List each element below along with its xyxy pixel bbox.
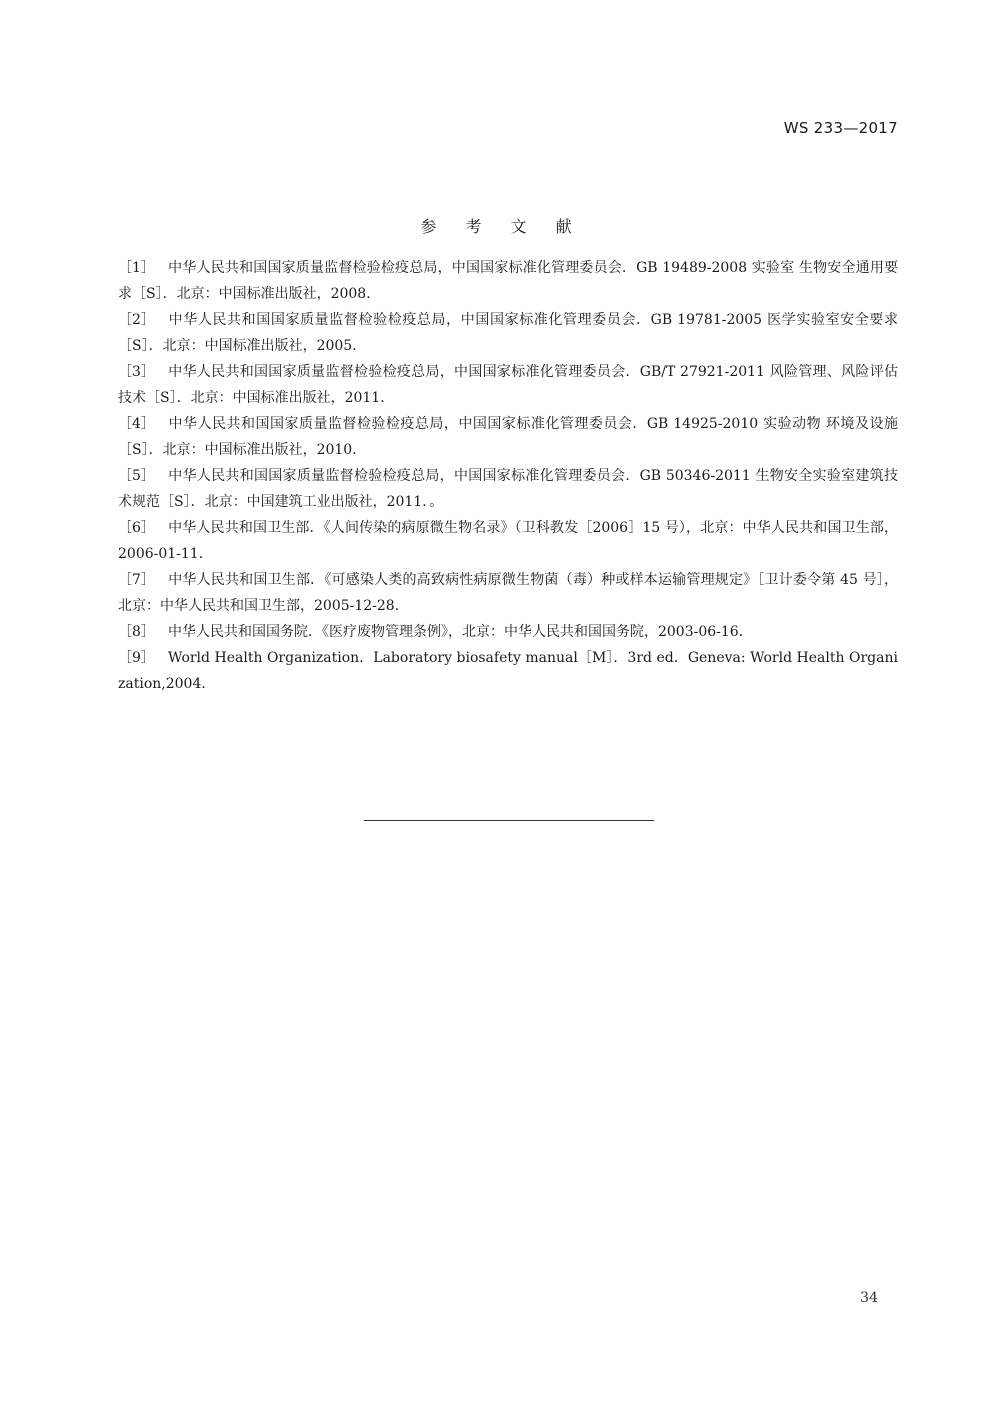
reference-number: ［9］ xyxy=(118,650,155,666)
reference-list xyxy=(118,255,898,697)
reference-number: ［5］ xyxy=(118,468,155,484)
reference-number: ［3］ xyxy=(118,364,155,380)
reference-number: ［6］ xyxy=(118,520,155,536)
reference-text: 中华人民共和国国家质量监督检验检疫总局，中国国家标准化管理委员会．GB 50346-2011 生物安全实验室建筑技术规范［S］．北京：中国建筑工业出版社，2011．。 xyxy=(118,468,898,510)
reference-text: 中华人民共和国国家质量监督检验检疫总局，中国国家标准化管理委员会．GB/T 27921-2011 风险管理、风险评估技术［S］．北京：中国标准出版社，2011． xyxy=(118,364,898,406)
end-rule xyxy=(364,820,654,821)
reference-number: ［2］ xyxy=(118,312,155,328)
reference-item xyxy=(118,359,898,411)
page-number: 34 xyxy=(860,1290,878,1306)
reference-text: 中华人民共和国卫生部．《可感染人类的高致病性病原微生物菌（毒）种或样本运输管理规定》［卫计委令第 45 号］，北京：中华人民共和国卫生部，2005-12-28． xyxy=(118,572,898,614)
reference-item xyxy=(118,515,898,567)
reference-item xyxy=(118,307,898,359)
reference-number: ［1］ xyxy=(118,260,155,276)
reference-text: 中华人民共和国国家质量监督检验检疫总局，中国国家标准化管理委员会．GB 19781-2005 医学实验室安全要求［S］．北京：中国标准出版社，2005． xyxy=(118,312,898,354)
reference-item xyxy=(118,411,898,463)
reference-number: ［7］ xyxy=(118,572,155,588)
reference-item xyxy=(118,255,898,307)
reference-item xyxy=(118,619,898,645)
reference-text: 中华人民共和国卫生部．《人间传染的病原微生物名录》（卫科教发［2006］15 号），北京：中华人民共和国卫生部，2006-01-11． xyxy=(118,520,898,562)
standard-code: WS 233—2017 xyxy=(783,119,898,137)
section-title: 参 考 文 献 xyxy=(420,217,584,236)
reference-item xyxy=(118,645,898,697)
reference-text: 中华人民共和国国家质量监督检验检疫总局，中国国家标准化管理委员会．GB 14925-2010 实验动物 环境及设施［S］．北京：中国标准出版社，2010． xyxy=(118,416,898,458)
reference-text: World Health Organization．Laboratory biosafety manual［M］．3rd ed．Geneva: World Health Organization,2004． xyxy=(118,650,898,692)
reference-text: 中华人民共和国国家质量监督检验检疫总局，中国国家标准化管理委员会．GB 19489-2008 实验室 生物安全通用要求［S］．北京：中国标准出版社，2008． xyxy=(118,260,898,302)
reference-number: ［4］ xyxy=(118,416,155,432)
reference-item xyxy=(118,567,898,619)
reference-text: 中华人民共和国国务院．《医疗废物管理条例》，北京：中华人民共和国国务院，2003-06-16． xyxy=(168,624,753,640)
reference-number: ［8］ xyxy=(118,624,155,640)
reference-item xyxy=(118,463,898,515)
